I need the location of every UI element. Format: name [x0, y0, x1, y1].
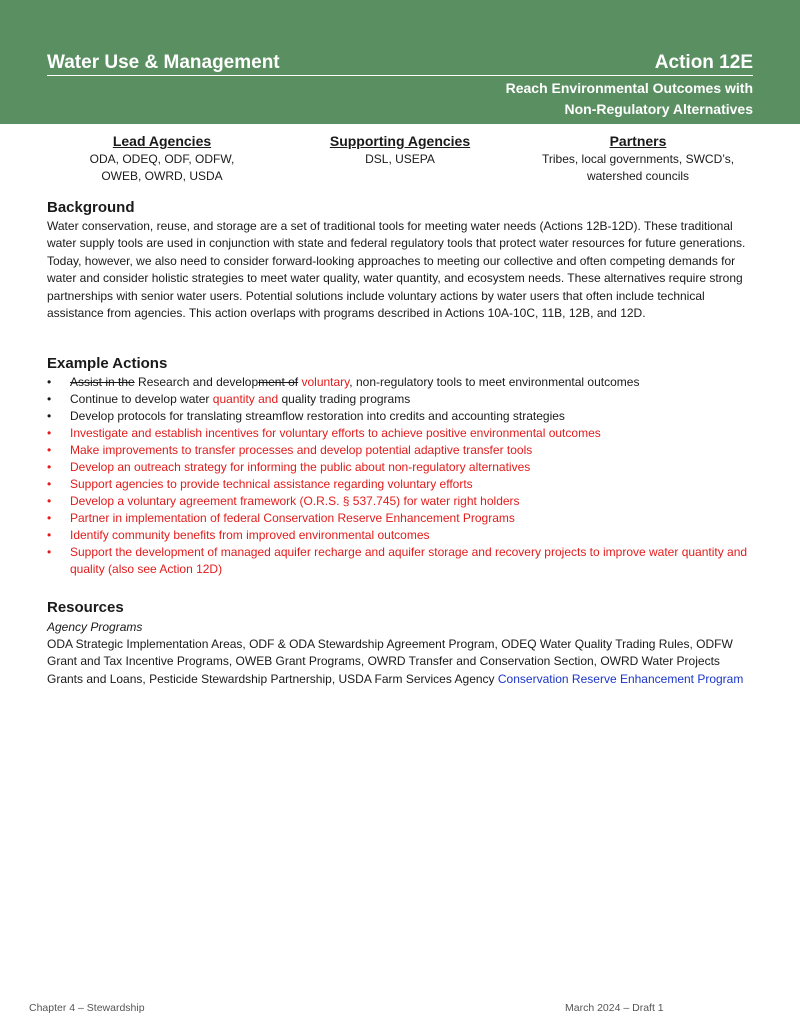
- lead-agencies-heading: Lead Agencies: [112, 133, 212, 149]
- bullet-icon: •: [47, 477, 52, 491]
- bullet-icon: •: [47, 392, 52, 406]
- list-item-text: Develop a voluntary agreement framework (O.R.S. § 537.745) for water right holders: [70, 494, 520, 508]
- inserted-text: quantity and: [212, 392, 279, 406]
- supporting-agencies-heading: Supporting Agencies: [329, 133, 471, 149]
- list-item-text: Develop an outreach strategy for informing the public about non-regulatory alternatives: [70, 460, 531, 474]
- inserted-text: voluntary: [298, 375, 350, 389]
- partners-heading: Partners: [609, 133, 667, 149]
- partners: [523, 131, 753, 185]
- bullet-icon: •: [47, 528, 52, 542]
- bullet-icon: •: [47, 494, 52, 508]
- resources-section: [47, 598, 757, 688]
- list-item: [47, 425, 757, 442]
- list-item: [47, 544, 757, 578]
- list-item: [47, 459, 757, 476]
- list-item: [47, 374, 757, 391]
- list-item-text: Identify community benefits from improved environmental outcomes: [70, 528, 430, 542]
- list-item-text: Support agencies to provide technical assistance regarding voluntary efforts: [70, 477, 473, 491]
- action-subtitle-line1: Reach Environmental Outcomes with: [505, 80, 753, 96]
- bullet-icon: •: [47, 375, 52, 389]
- example-actions-list: [47, 374, 757, 578]
- banner-title-row: [47, 52, 753, 76]
- list-item-text: Support the development of managed aquifer recharge and aquifer storage and recovery projects to improve water quantity and quality (also see Action 12D): [70, 545, 748, 576]
- bullet-icon: •: [47, 443, 52, 457]
- background-text: Water conservation, reuse, and storage are a set of traditional tools for meeting water needs (Actions 12B-12D). These traditional water supply tools are used in conjunction with state and federal regulatory tools that protect water resources for future generations. Today, however, we also need to consider forward-looking approaches to meeting our collective and often competing demands for water and consider holistic strategies to meet water quality, water quantity, and ecosystem needs. These alternatives require strong partnerships with senior water users. Potential solutions include voluntary actions by water users that often include technical assistance from agencies. This action overlaps with programs described in Actions 10A-10C, 11B, 12B, and 12D.: [47, 219, 746, 321]
- agencies-row: [47, 131, 753, 185]
- lead-agencies: [47, 131, 277, 185]
- list-item-text: Continue to develop water: [70, 392, 213, 406]
- section-title: Water Use & Management: [47, 52, 280, 73]
- agency-programs-subheading: Agency Programs: [47, 620, 143, 634]
- list-item: [47, 476, 757, 493]
- list-item-text: Investigate and establish incentives for voluntary efforts to achieve positive environmental outcomes: [70, 426, 601, 440]
- background-section: [47, 198, 757, 322]
- list-item-text: , non-regulatory tools to meet environmental outcomes: [349, 375, 640, 389]
- resources-list-text: ODA Strategic Implementation Areas, ODF & ODA Stewardship Agreement Program, ODEQ Water Quality Trading Rules, ODFW Grant and Tax Incentive Programs, OWEB Grant Programs, OWRD Transfer and Conservation Section, OWRD Water Projects Grants and Loans, Pesticide Stewardship Partnership, USDA Farm Services Agency: [47, 637, 733, 686]
- bullet-icon: •: [47, 426, 52, 440]
- bullet-icon: •: [47, 511, 52, 525]
- resources-text: [47, 636, 757, 688]
- action-id: Action 12E: [654, 52, 753, 73]
- list-item-text: Research and develop: [134, 375, 259, 389]
- list-item: [47, 442, 757, 459]
- bullet-icon: •: [47, 409, 52, 423]
- list-item-text: quality trading programs: [278, 392, 411, 406]
- lead-agencies-line1: ODA, ODEQ, ODF, ODFW,: [89, 152, 235, 166]
- partners-line2: watershed councils: [586, 169, 690, 183]
- supporting-agencies: [300, 131, 500, 185]
- deleted-text: Assist in the: [70, 375, 135, 389]
- list-item: [47, 408, 757, 425]
- footer-chapter: Chapter 4 – Stewardship: [29, 1002, 145, 1014]
- footer-date: March 2024 – Draft 1: [565, 1002, 664, 1014]
- action-subtitle-line2: Non-Regulatory Alternatives: [564, 101, 753, 117]
- list-item: [47, 510, 757, 527]
- list-item-text: Partner in implementation of federal Conservation Reserve Enhancement Programs: [70, 511, 515, 525]
- list-item: [47, 493, 757, 510]
- lead-agencies-line2: OWEB, OWRD, USDA: [101, 169, 223, 183]
- action-subtitle: [506, 78, 753, 120]
- example-actions-heading: Example Actions: [47, 355, 168, 372]
- example-actions-section: [47, 354, 757, 578]
- list-item: [47, 391, 757, 408]
- partners-line1: Tribes, local governments, SWCD’s,: [541, 152, 735, 166]
- supporting-agencies-line1: DSL, USEPA: [365, 152, 435, 166]
- crep-link[interactable]: Conservation Reserve Enhancement Program: [497, 671, 744, 686]
- list-item-text: Make improvements to transfer processes and develop potential adaptive transfer tools: [70, 443, 533, 457]
- deleted-text: ment of: [258, 375, 299, 389]
- list-item-text: Develop protocols for translating streamflow restoration into credits and accounting strategies: [70, 409, 565, 423]
- list-item: [47, 527, 757, 544]
- background-heading: Background: [47, 199, 135, 216]
- resources-heading: Resources: [47, 599, 124, 616]
- header-banner: [0, 0, 800, 124]
- bullet-icon: •: [47, 460, 52, 474]
- bullet-icon: •: [47, 545, 52, 559]
